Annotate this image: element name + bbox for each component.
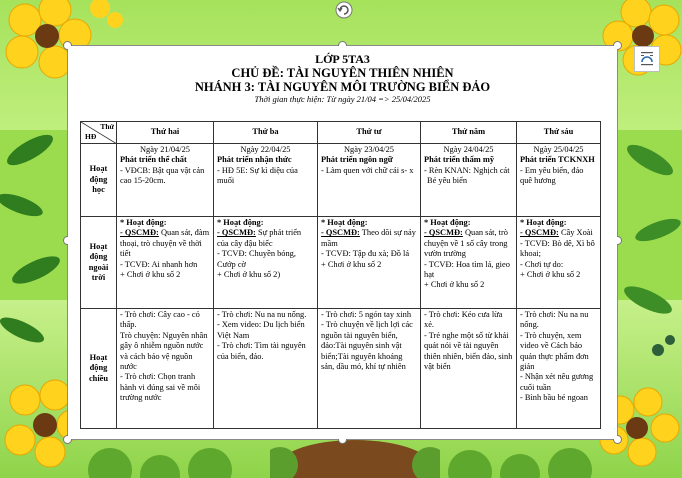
cell-heading: * Hoạt động: — [520, 218, 567, 227]
cell-observation — [424, 228, 513, 259]
day-header: Thứ ba — [214, 122, 318, 144]
cell-line: - VĐCB: Bật qua vật cản cao 15-20cm. — [120, 165, 205, 186]
observation-text: Theo dõi sự nảy mầm — [321, 228, 416, 248]
cell-line: - Trò chơi: 5 ngón tay xinh — [321, 310, 412, 319]
cell-title: Phát triển nhận thức — [217, 155, 292, 165]
cell-line: - HĐ 5E: Sự kì diệu của muối — [217, 165, 298, 186]
cell-heading: * Hoạt động: — [424, 218, 471, 227]
observation-text: Quan sát, đàm thoại, trò chuyện về thời tiết — [120, 228, 210, 259]
rotate-handle-icon[interactable] — [334, 0, 354, 20]
cell-heading: * Hoạt động: — [321, 218, 368, 227]
cell-date: Ngày 24/04/25 — [443, 145, 494, 154]
layout-options-button[interactable] — [634, 46, 660, 72]
schedule-document[interactable] — [68, 46, 617, 439]
table-row — [81, 144, 601, 217]
class-name: LỚP 5TA3 — [315, 52, 370, 66]
table-cell — [421, 217, 517, 309]
cell-line: - Xem video: Du lịch biển Việt Nam — [217, 320, 305, 340]
table-cell — [214, 309, 318, 429]
table-cell — [318, 309, 421, 429]
cell-line: - Trò chơi: Cây cao - cỏ thấp. — [120, 310, 200, 330]
cell-line: - Trò chuyện, xem video về Cách bảo quản thực phẩm đơn giản — [520, 330, 589, 372]
cell-line: - TCVĐ: Tập đu xà; Đồ lá — [321, 249, 410, 259]
day-header: Thứ hai — [117, 122, 214, 144]
cell-line: + Chơi ở khu số 2 — [520, 270, 581, 280]
row-label: Hoạt động chiều — [81, 309, 117, 429]
layout-options-icon — [635, 47, 659, 71]
cell-observation — [120, 228, 210, 259]
cell-line: - Trò chơi: Kéo cưa lừa xẻ. — [424, 310, 503, 330]
table-cell — [318, 217, 421, 309]
observation-text: Sự phát triển của cây đậu biếc — [217, 228, 302, 248]
table-cell — [421, 309, 517, 429]
document-header — [68, 52, 617, 105]
cell-line: - Bình bầu bé ngoan — [520, 393, 588, 403]
observation-text: Cây Xoài — [558, 228, 593, 238]
table-cell — [117, 144, 214, 217]
cell-line: Bé yêu biển — [427, 176, 468, 186]
table-cell — [517, 217, 601, 309]
cell-observation — [321, 228, 417, 249]
table-cell — [214, 144, 318, 217]
cell-heading: * Hoạt động: — [120, 218, 167, 227]
cell-line: - Trò chuyện về lịch lợi các nguồn tài nguyên biển, đảo:Tài nguyên sinh vật biển;Tài nguyên khoáng sản, dầu mỏ, khí tự nhiên — [321, 320, 413, 372]
table-cell — [318, 144, 421, 217]
cell-line: + Chơi ở khu số 2) — [217, 270, 281, 280]
topic-title: CHỦ ĐỀ: TÀI NGUYÊN THIÊN NHIÊN — [231, 66, 454, 80]
observation-label: - QSCMĐ: — [424, 228, 463, 238]
cell-line: - TCVĐ: Bò dê, Xì bô khoai; — [520, 238, 595, 259]
table-cell — [517, 144, 601, 217]
observation-label: - QSCMĐ: — [120, 228, 159, 238]
table-cell — [214, 217, 318, 309]
row-label: Hoạt động ngoài trời — [81, 217, 117, 309]
cell-title: Phát triển TCKNXH — [520, 155, 595, 165]
leaf-decoration-icon — [0, 110, 70, 370]
cell-line: - Trẻ nghe một số từ khái quát nói về tài nguyên thiên nhiên, biển đảo, sinh vật biển — [424, 330, 513, 372]
cell-title: Phát triển ngôn ngữ — [321, 155, 393, 165]
cell-title: Phát triển thể chất — [120, 155, 187, 165]
cell-line: - TCVĐ: Chuyền bóng, Cướp cờ — [217, 249, 296, 269]
cell-line: + Chơi ở khu số 2 — [424, 280, 485, 290]
leaf-decoration-icon — [618, 120, 682, 370]
cell-line: - TCVĐ: Hoa tìm lá, gieo hạt — [424, 259, 510, 280]
timeframe: Thời gian thực hiện: Từ ngày 21/04 => 25/04/2025 — [254, 94, 431, 104]
day-header: Thứ tư — [318, 122, 421, 144]
observation-label: - QSCMĐ: — [321, 228, 360, 238]
branch-title: NHÁNH 3: TÀI NGUYÊN MÔI TRƯỜNG BIỂN ĐẢO — [194, 80, 491, 94]
table-header-row — [81, 122, 601, 144]
cell-heading: * Hoạt động: — [217, 218, 264, 227]
row-label: Hoạt động học — [81, 144, 117, 217]
cell-line: + Chơi ở khu số 2 — [120, 270, 181, 280]
cell-line: - Chơi tự do: — [520, 259, 564, 269]
cell-line: - Trò chơi: Chọn tranh hành vi đúng sai về môi trường nước — [120, 372, 201, 403]
corner-cell — [81, 122, 117, 144]
cell-line: - Em yêu biển, đảo quê hương — [520, 165, 584, 186]
table-cell — [117, 217, 214, 309]
cell-line: - Rèn KNAN: Nghịch cát — [424, 165, 510, 175]
cell-line: - Trò chơi: Nu na nu nống. — [217, 310, 307, 319]
cell-line: + Chơi ở khu số 2 — [321, 259, 382, 269]
day-header: Thứ năm — [421, 122, 517, 144]
cell-title: Phát triển thẩm mỹ — [424, 155, 495, 165]
observation-label: - QSCMĐ: — [217, 228, 256, 238]
cell-date: Ngày 22/04/25 — [240, 145, 291, 154]
cell-line: - Nhận xét nêu gương cuối tuần — [520, 372, 594, 392]
day-header: Thứ sáu — [517, 122, 601, 144]
cell-line: - Trò chơi: Tìm tài nguyên của biển, đảo. — [217, 341, 306, 361]
corner-day-label: Thứ — [100, 122, 114, 131]
cell-line: Trò chuyện: Nguyên nhân gây ô nhiễm nguồn nước và cách bảo vệ nguồn nước — [120, 330, 208, 372]
cell-observation — [217, 228, 314, 249]
observation-label: - QSCMĐ: — [520, 228, 559, 238]
cell-line: - TCVĐ: Ai nhanh hơn — [120, 259, 198, 269]
table-row — [81, 217, 601, 309]
cell-date: Ngày 25/04/25 — [533, 145, 584, 154]
table-row — [81, 309, 601, 429]
table-cell — [517, 309, 601, 429]
weekly-schedule-table — [80, 121, 601, 429]
observation-text: Quan sát, trò chuyện về 1 số cây trong vườn trường — [424, 228, 508, 259]
cell-line: - Làm quen với chữ cái s- x — [321, 165, 414, 175]
cell-observation — [520, 228, 597, 238]
cell-date: Ngày 23/04/25 — [343, 145, 394, 154]
corner-activity-label: HĐ — [85, 131, 97, 141]
table-cell — [117, 309, 214, 429]
table-cell — [421, 144, 517, 217]
cell-date: Ngày 21/04/25 — [139, 145, 190, 154]
cell-line: - Trò chơi: Nu na nu nống. — [520, 310, 589, 330]
